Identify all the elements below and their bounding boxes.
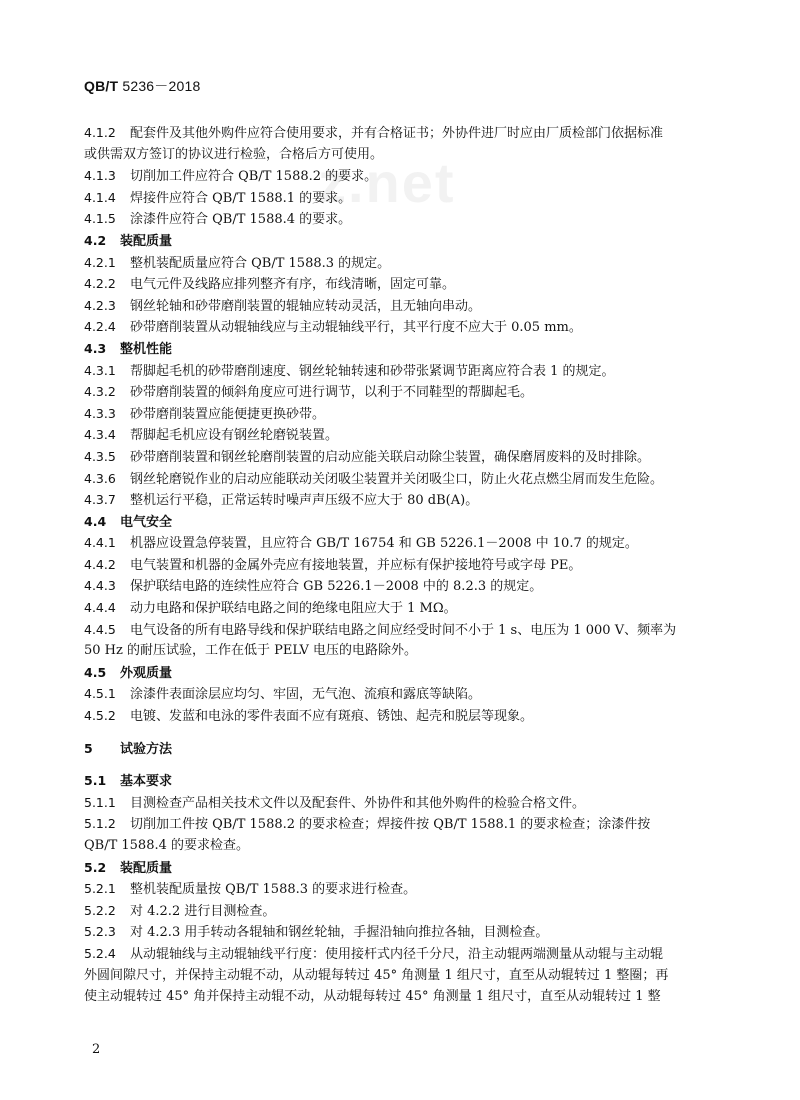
clause-text: 砂带磨削装置和钢丝轮磨削装置的启动应能关联启动除尘装置，确保磨屑废料的及时排除。: [130, 449, 651, 465]
clause-number: 5.2: [84, 859, 107, 875]
watermark: z.net: [318, 151, 456, 214]
section-heading: [84, 738, 724, 760]
clause-text: 装配质量: [120, 233, 173, 249]
clause-text: 对 4.2.2 进行目测检查。: [130, 903, 276, 919]
clause-line: [84, 597, 724, 619]
clause-number: 4.4: [84, 513, 107, 529]
clause-number: 5.1.1: [84, 794, 116, 810]
clause-number: 5.1.2: [84, 816, 116, 832]
clause-text: 50 Hz 的耐压试验，工作在低于 PELV 电压的电路除外。: [84, 643, 417, 659]
clause-number: 5.2.4: [84, 945, 116, 961]
clause-line: [84, 619, 724, 641]
clause-text: 外观质量: [120, 665, 173, 681]
clause-line: [84, 943, 724, 965]
clause-text: 钢丝轮轴和砂带磨削装置的辊轴应转动灵活，且无轴向串动。: [130, 298, 482, 314]
clause-line: [84, 381, 724, 403]
clause-text: 外圆间隙尺寸，并保持主动辊不动，从动辊每转过 45° 角测量 1 组尺寸，直至从动辊转过 1 整圈；再: [84, 967, 669, 983]
clause-line: [84, 489, 724, 511]
clause-text: 整机装配质量按 QB/T 1588.3 的要求进行检查。: [130, 882, 417, 898]
clause-line: [84, 683, 724, 705]
clause-continuation: [84, 144, 724, 166]
clause-line: [84, 878, 724, 900]
clause-text: 整机装配质量应符合 QB/T 1588.3 的规定。: [130, 255, 391, 271]
clause-text: 帮脚起毛机的砂带磨削速度、钢丝轮轴转速和砂带张紧调节距离应符合表 1 的规定。: [130, 363, 615, 379]
standard-prefix: QB/T: [84, 78, 119, 94]
clause-text: 电气装置和机器的金属外壳应有接地装置，并应标有保护接地符号或字母 PE。: [130, 557, 582, 573]
clause-text: 焊接件应符合 QB/T 1588.1 的要求。: [130, 190, 352, 206]
clause-text: 切削加工件应符合 QB/T 1588.2 的要求。: [130, 169, 378, 185]
clause-line: [84, 446, 724, 468]
clause-text: 砂带磨削装置应能便捷更换砂带。: [130, 406, 326, 422]
clause-number: 4.3.6: [84, 470, 116, 486]
clause-number: 4.3.7: [84, 492, 116, 508]
clause-text: 目测检查产品相关技术文件以及配套件、外协件和其他外购件的检验合格文件。: [130, 795, 586, 811]
clause-number: 4.5: [84, 664, 107, 680]
clause-number: 4.5.2: [84, 708, 116, 724]
clause-text: 切削加工件按 QB/T 1588.2 的要求检查；焊接件按 QB/T 1588.1 的要求检查；涂漆件按: [130, 817, 651, 833]
section-heading: [84, 230, 724, 252]
clause-text: 涂漆件表面涂层应均匀、牢固，无气泡、流痕和露底等缺陷。: [130, 687, 482, 703]
section-heading: [84, 511, 724, 533]
clause-text: 电气设备的所有电路导线和保护联结电路之间应经受时间不小于 1 s、电压为 1 000 V、频率为: [130, 622, 677, 638]
clause-number: 4.4.2: [84, 556, 116, 572]
clause-line: [84, 468, 724, 490]
clause-line: [84, 316, 724, 338]
clause-text: 砂带磨削装置从动辊轴线应与主动辊轴线平行，其平行度不应大于 0.05 mm。: [130, 320, 582, 336]
clause-text: 砂带磨削装置的倾斜角度应可进行调节，以利于不同鞋型的帮脚起毛。: [130, 385, 534, 401]
clause-text: QB/T 1588.4 的要求检查。: [84, 838, 250, 853]
clause-text: 钢丝轮磨锐作业的启动应能联动关闭吸尘装置并关闭吸尘口，防止火花点燃尘屑而发生危险。: [130, 471, 664, 487]
clause-number: 5.2.2: [84, 902, 116, 918]
clause-number: 4.3.5: [84, 448, 116, 464]
clause-line: [84, 208, 724, 230]
clause-number: 4.3.4: [84, 427, 116, 443]
clause-text: 配套件及其他外购件应符合使用要求，并有合格证书；外协件进厂时应由厂质检部门依据标准: [130, 126, 664, 141]
standard-header: [84, 76, 200, 96]
clause-number: 4.3.1: [84, 362, 116, 378]
clause-line: [84, 187, 724, 209]
clause-text: 对 4.2.3 用手转动各辊轴和钢丝轮轴，手握沿轴向推拉各轴，目测检查。: [130, 925, 549, 941]
clause-line: [84, 554, 724, 576]
clause-line: [84, 813, 724, 835]
clause-number: 4.2.3: [84, 297, 116, 313]
clause-text: 从动辊轴线与主动辊轴线平行度：使用接杆式内径千分尺，沿主动辊两端测量从动辊与主动辊: [130, 946, 664, 962]
clause-line: [84, 532, 724, 554]
clause-line: [84, 360, 724, 382]
clause-text: 帮脚起毛机应设有钢丝轮磨锐装置。: [130, 428, 339, 444]
clause-text: 电镀、发蓝和电泳的零件表面不应有斑痕、锈蚀、起壳和脱层等现象。: [130, 709, 534, 725]
clause-text: 电气安全: [120, 514, 173, 530]
clause-number: 4.5.1: [84, 686, 116, 702]
clause-line: [84, 403, 724, 425]
clause-number: 4.1.3: [84, 168, 116, 184]
document-body: [84, 122, 724, 1008]
clause-continuation: [84, 986, 724, 1008]
clause-continuation: [84, 835, 724, 857]
clause-number: 4.2.4: [84, 319, 116, 335]
clause-number: 4.3.2: [84, 384, 116, 400]
clause-continuation: [84, 965, 724, 987]
clause-line: [84, 900, 724, 922]
section-heading: [84, 770, 724, 792]
clause-number: 4.4.1: [84, 535, 116, 551]
clause-text: 或供需双方签订的协议进行检验，合格后方可使用。: [84, 146, 384, 162]
clause-text: 保护联结电路的连续性应符合 GB 5226.1－2008 中的 8.2.3 的规定。: [130, 579, 543, 595]
clause-text: 试验方法: [120, 741, 173, 757]
section-heading: [84, 857, 724, 879]
clause-number: 5.2.3: [84, 924, 116, 940]
section-heading: [84, 662, 724, 684]
clause-line: [84, 165, 724, 187]
clause-number: 5: [84, 740, 93, 756]
clause-line: [84, 122, 724, 144]
clause-text: 整机性能: [120, 341, 173, 357]
clause-line: [84, 921, 724, 943]
clause-text: 机器应设置急停装置，且应符合 GB/T 16754 和 GB 5226.1－2008 中 10.7 的规定。: [130, 536, 638, 552]
clause-number: 4.1.4: [84, 189, 116, 205]
page-number: 2: [92, 1042, 101, 1057]
clause-number: 4.2: [84, 232, 107, 248]
clause-text: 涂漆件应符合 QB/T 1588.4 的要求。: [130, 212, 352, 228]
section-gap: [84, 727, 724, 738]
section-gap: [84, 759, 724, 770]
clause-number: 4.4.4: [84, 600, 116, 616]
clause-text: 整机运行平稳，正常运转时噪声声压级不应大于 80 dB(A)。: [130, 493, 479, 509]
clause-number: 5.2.1: [84, 881, 116, 897]
clause-text: 动力电路和保护联结电路之间的绝缘电阻应大于 1 MΩ。: [130, 601, 457, 617]
clause-number: 4.4.5: [84, 621, 116, 637]
clause-line: [84, 792, 724, 814]
clause-line: [84, 575, 724, 597]
clause-number: 5.1: [84, 773, 107, 789]
clause-text: 基本要求: [120, 774, 173, 790]
clause-line: [84, 273, 724, 295]
clause-line: [84, 295, 724, 317]
clause-number: 4.3.3: [84, 405, 116, 421]
clause-text: 电气元件及线路应排列整齐有序，布线清晰，固定可靠。: [130, 277, 456, 293]
clause-continuation: [84, 640, 724, 662]
clause-line: [84, 252, 724, 274]
clause-text: 装配质量: [120, 860, 173, 876]
section-heading: [84, 338, 724, 360]
clause-number: 4.4.3: [84, 578, 116, 594]
clause-text: 使主动辊转过 45° 角并保持主动辊不动，从动辊每转过 45° 角测量 1 组尺寸，直至从动辊转过 1 整: [84, 989, 661, 1005]
standard-code: 5236－2018: [122, 78, 201, 94]
clause-number: 4.2.1: [84, 254, 116, 270]
clause-line: [84, 705, 724, 727]
clause-number: 4.1.5: [84, 211, 116, 227]
clause-number: 4.1.2: [84, 125, 116, 140]
clause-number: 4.3: [84, 340, 107, 356]
clause-line: [84, 424, 724, 446]
clause-number: 4.2.2: [84, 276, 116, 292]
